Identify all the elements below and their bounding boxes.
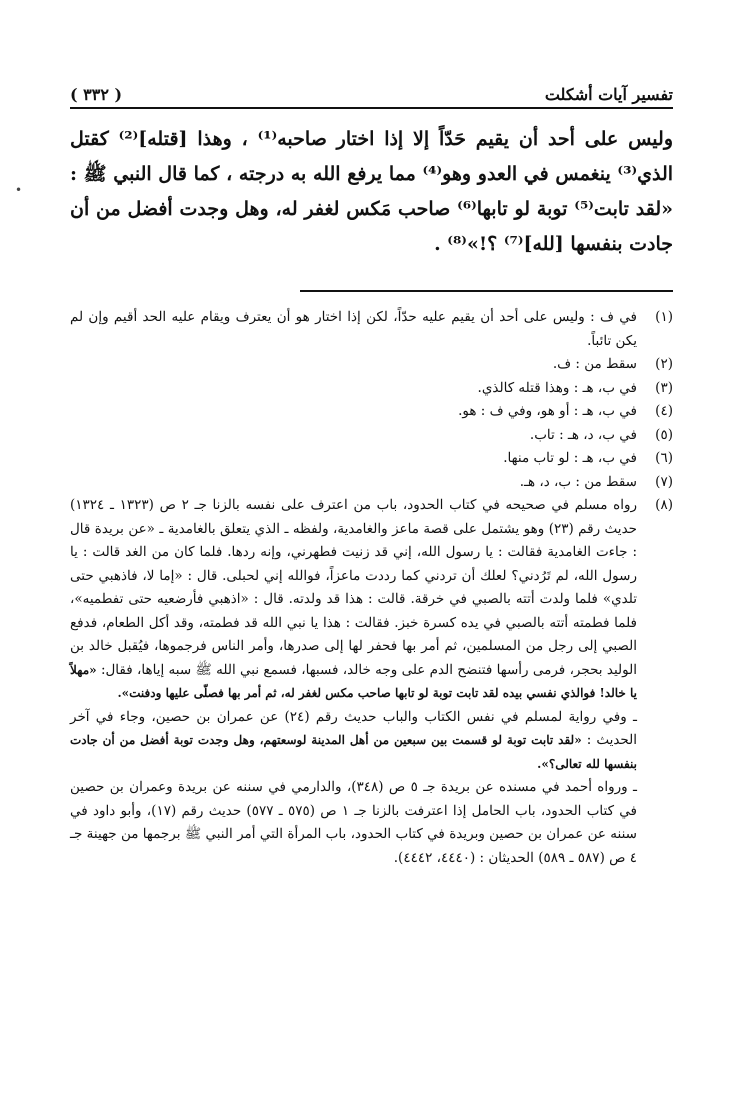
main-paragraph: وليس على أحد أن يقيم حَدّاً إلا إذا اختار صاحبه⁽¹⁾ ، وهذا [قتله]⁽²⁾ كقتل الذي⁽³⁾ ينغمس في العدو وهو⁽⁴⁾ مما يرفع الله به درجته ، كما قال النبي ﷺ : «لقد تابت⁽⁵⁾ توبة لو تابها⁽⁶⁾ صاحب مَكس لغفر له، وهل وجدت أفضل من أن جادت بنفسها [لله]⁽⁷⁾ ؟!»⁽⁸⁾ . [70,128,674,255]
footnote-number: (٧) [655,473,673,490]
footnote-8-para2: ـ وفي رواية لمسلم في نفس الكتاب والباب حديث رقم (٢٤) عن عمران بن حصين، وجاء في آخر الحديث : [70,708,637,748]
footnote-8-intro [70,494,637,706]
footnote-8 [70,494,673,870]
footnote-number: (٤) [655,403,673,419]
footnote-8-other-sources: ـ ورواه أحمد في مسنده عن بريدة جـ ٥ ص (٣٤٨)، والدارمي في سننه عن بريدة وعمران بن حصين في كتاب الحدود، باب الحامل إذا اعترفت بالزنا جـ ١ ص (٥٧٥ ـ ٥٧٧) حديث رقم (١٧)، وأبو داود في سننه عن عمران بن حصين وبريدة في كتاب الحدود، باب المرأة التي أمر النبي ﷺ برجمها من جهينة جـ ٤ ص (٥٨٧ ـ ٥٨٩) الحديثان : (٤٤٤٠، ٤٤٤٢). [70,779,638,866]
footnote-text: في ب، هـ : أو هو، وفي ف : هو. [458,403,637,419]
footnote-text: سقط من : ب، د، هـ. [519,473,637,490]
footnote-text: في ف : وليس على أحد أن يقيم عليه حدّاً، لكن إذا اختار هو أن يعترف ويقام عليه الحد أقيم وإن لم يكن تائباً. [70,309,637,349]
footnote-7 [70,471,673,495]
footnote-number: (٢) [655,356,673,372]
footnotes [70,306,673,870]
main-text [70,122,673,262]
footnote-2 [70,353,673,377]
footnote-3 [70,377,673,401]
page-number: ( ٣٣٢ ) [70,85,123,104]
footnote-text [70,494,637,870]
footnote-text: في ب، د، هـ : تاب. [529,426,637,443]
hadith-quote: «لقد تابت توبة لو قسمت بين سبعين من أهل المدينة لوسعتهم، وهل وجدت توبة أفضل من أن جادت بنفسها لله تعالى؟». [70,733,637,771]
page-header [70,78,673,104]
footnote-number: (٥) [655,426,673,443]
footnote-text: سقط من : ف. [552,356,637,372]
footnote-text: في ب، هـ : لو تاب منها. [503,450,637,466]
footnote-4 [70,400,673,424]
header-divider [70,107,673,109]
footnote-number: (٣) [655,379,673,396]
footnote-6 [70,447,673,471]
hadith-quote: «مهلاً يا خالد! فوالذي نفسي بيده لقد تابت توبة لو تابها صاحب مكس لغفر له، ثم أمر بها فصلّى عليها ودفنت». [70,662,637,700]
footnote-text: في ب، هـ : وهذا قتله كالذي. [477,379,637,396]
margin-dot: • [15,183,23,197]
footnote-number: (١) [655,309,673,325]
footnote-number: (٦) [655,450,673,466]
footnote-8-second-narration [70,706,637,777]
book-title: تفسير آيات أشكلت [544,85,673,104]
footnote-number: (٨) [655,497,673,513]
footnote-8-intro-text: رواه مسلم في صحيحه في كتاب الحدود، باب من اعترف على نفسه بالزنا جـ ٢ ص (١٣٢٣ ـ ١٣٢٤) حديث رقم (٢٣) وهو يشتمل على قصة ماعز والغامدية، ولفظه ـ الذي يتعلق بالغامدية ـ «عن بريدة قال : جاءت الغامدية فقالت : يا رسول الله، إني قد زنيت فطهرني، وإنه ردها. فلما كان من الغد قالت : يا رسول الله، لم تَرُدني؟ لعلك أن تردني كما رددت ماعزاً، فوالله إني لحبلى. قال : «إما لا، فاذهبي حتى تلدي» فلما ولدت أتته بالصبي في خرقة. قالت : هذا قد ولدته. قال : «اذهبي فأرضعيه حتى تفطميه»، فلما فطمته أتته بالصبي في يده كسرة خبز. فقالت : هذا يا نبي الله قد فطمته، وقد أكل الطعام، فدفع الصبي إلى رجل من المسلمين، ثم أمر بها فحفر لها إلى صدرها، وأمر الناس فرجموها، فيُقبل خالد بن الوليد بحجر، فرمى رأسها فتنضح الدم على وجه خالد، فسبها، فسمع نبي الله ﷺ سبه إياها، فقال: [70,497,637,678]
footnote-divider [300,290,673,292]
footnote-1 [70,306,673,353]
footnote-5 [70,424,673,448]
